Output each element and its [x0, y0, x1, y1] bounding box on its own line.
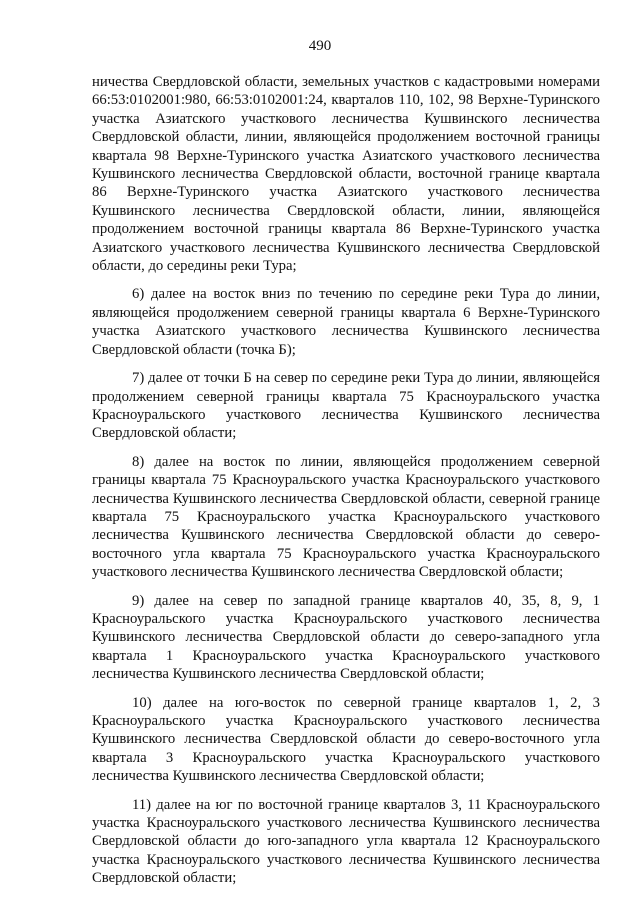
paragraph-item-8: 8) далее на восток по линии, являющейся продолжением северной границы квартала 75 Красноуральского участка Красноуральского участкового лесничества Кушвинского лесничества Свердловской области, северной границе квартала 75 Красноуральского участка Красноуральского участкового лесничества Кушвинского лесничества Свердловской области до северо-восточного угла квартала 75 Красноуральского участка Красноуральского участкового лесничества Кушвинского лесничества Свердловской области;: [92, 453, 600, 581]
paragraph-item-11: 11) далее на юг по восточной границе кварталов 3, 11 Красноуральского участка Красноуральского участкового лесничества Кушвинского лесничества Свердловской области до юго-западного угла квартала 12 Красноуральского участка Красноуральского участкового лесничества Кушвинского лесничества Свердловской области;: [92, 796, 600, 887]
paragraph-item-10: 10) далее на юго-восток по северной границе кварталов 1, 2, 3 Красноуральского участка Красноуральского участкового лесничества Кушвинского лесничества Свердловской области до северо-восточного угла квартала 3 Красноуральского участка Красноуральского участкового лесничества Кушвинского лесничества Свердловской области;: [92, 694, 600, 785]
paragraph-item-7: 7) далее от точки Б на север по середине реки Тура до линии, являющейся продолжением северной границы квартала 75 Красноуральского участка Красноуральского участкового лесничества Кушвинского лесничества Свердловской области;: [92, 370, 600, 442]
paragraph-continuation: ничества Свердловской области, земельных участков с кадастровыми номерами 66:53:0102001:980, 66:53:0102001:24, кварталов 110, 102, 98 Верхне-Туринского участка Азиатского участкового лесничества Кушвинского лесничества Свердловской области, линии, являющейся продолжением восточной границы квартала 98 Верхне-Туринского участка Азиатского участкового лесничества Кушвинского лесничества Свердловской области, восточной границе квартала 86 Верхне-Туринского участка Азиатского участкового лесничества Кушвинского лесничества Свердловской области, линии, являющейся продолжением восточной границы квартала 86 Верхне-Туринского участка Азиатского участкового лесничества Кушвинского лесничества Свердловской области, до середины реки Тура;: [92, 74, 600, 275]
page-number: 490: [308, 38, 332, 54]
document-body: [92, 73, 600, 898]
paragraph-item-9: 9) далее на север по западной границе кварталов 40, 35, 8, 9, 1 Красноуральского участка Красноуральского участкового лесничества Кушвинского лесничества Свердловской области до северо-западного угла квартала 1 Красноуральского участка Красноуральского участкового лесничества Кушвинского лесничества Свердловской области;: [92, 592, 600, 683]
paragraph-item-6: 6) далее на восток вниз по течению по середине реки Тура до линии, являющейся продолжением северной границы квартала 6 Верхне-Туринского участка Азиатского участкового лесничества Кушвинского лесничества Свердловской области (точка Б);: [92, 286, 600, 358]
